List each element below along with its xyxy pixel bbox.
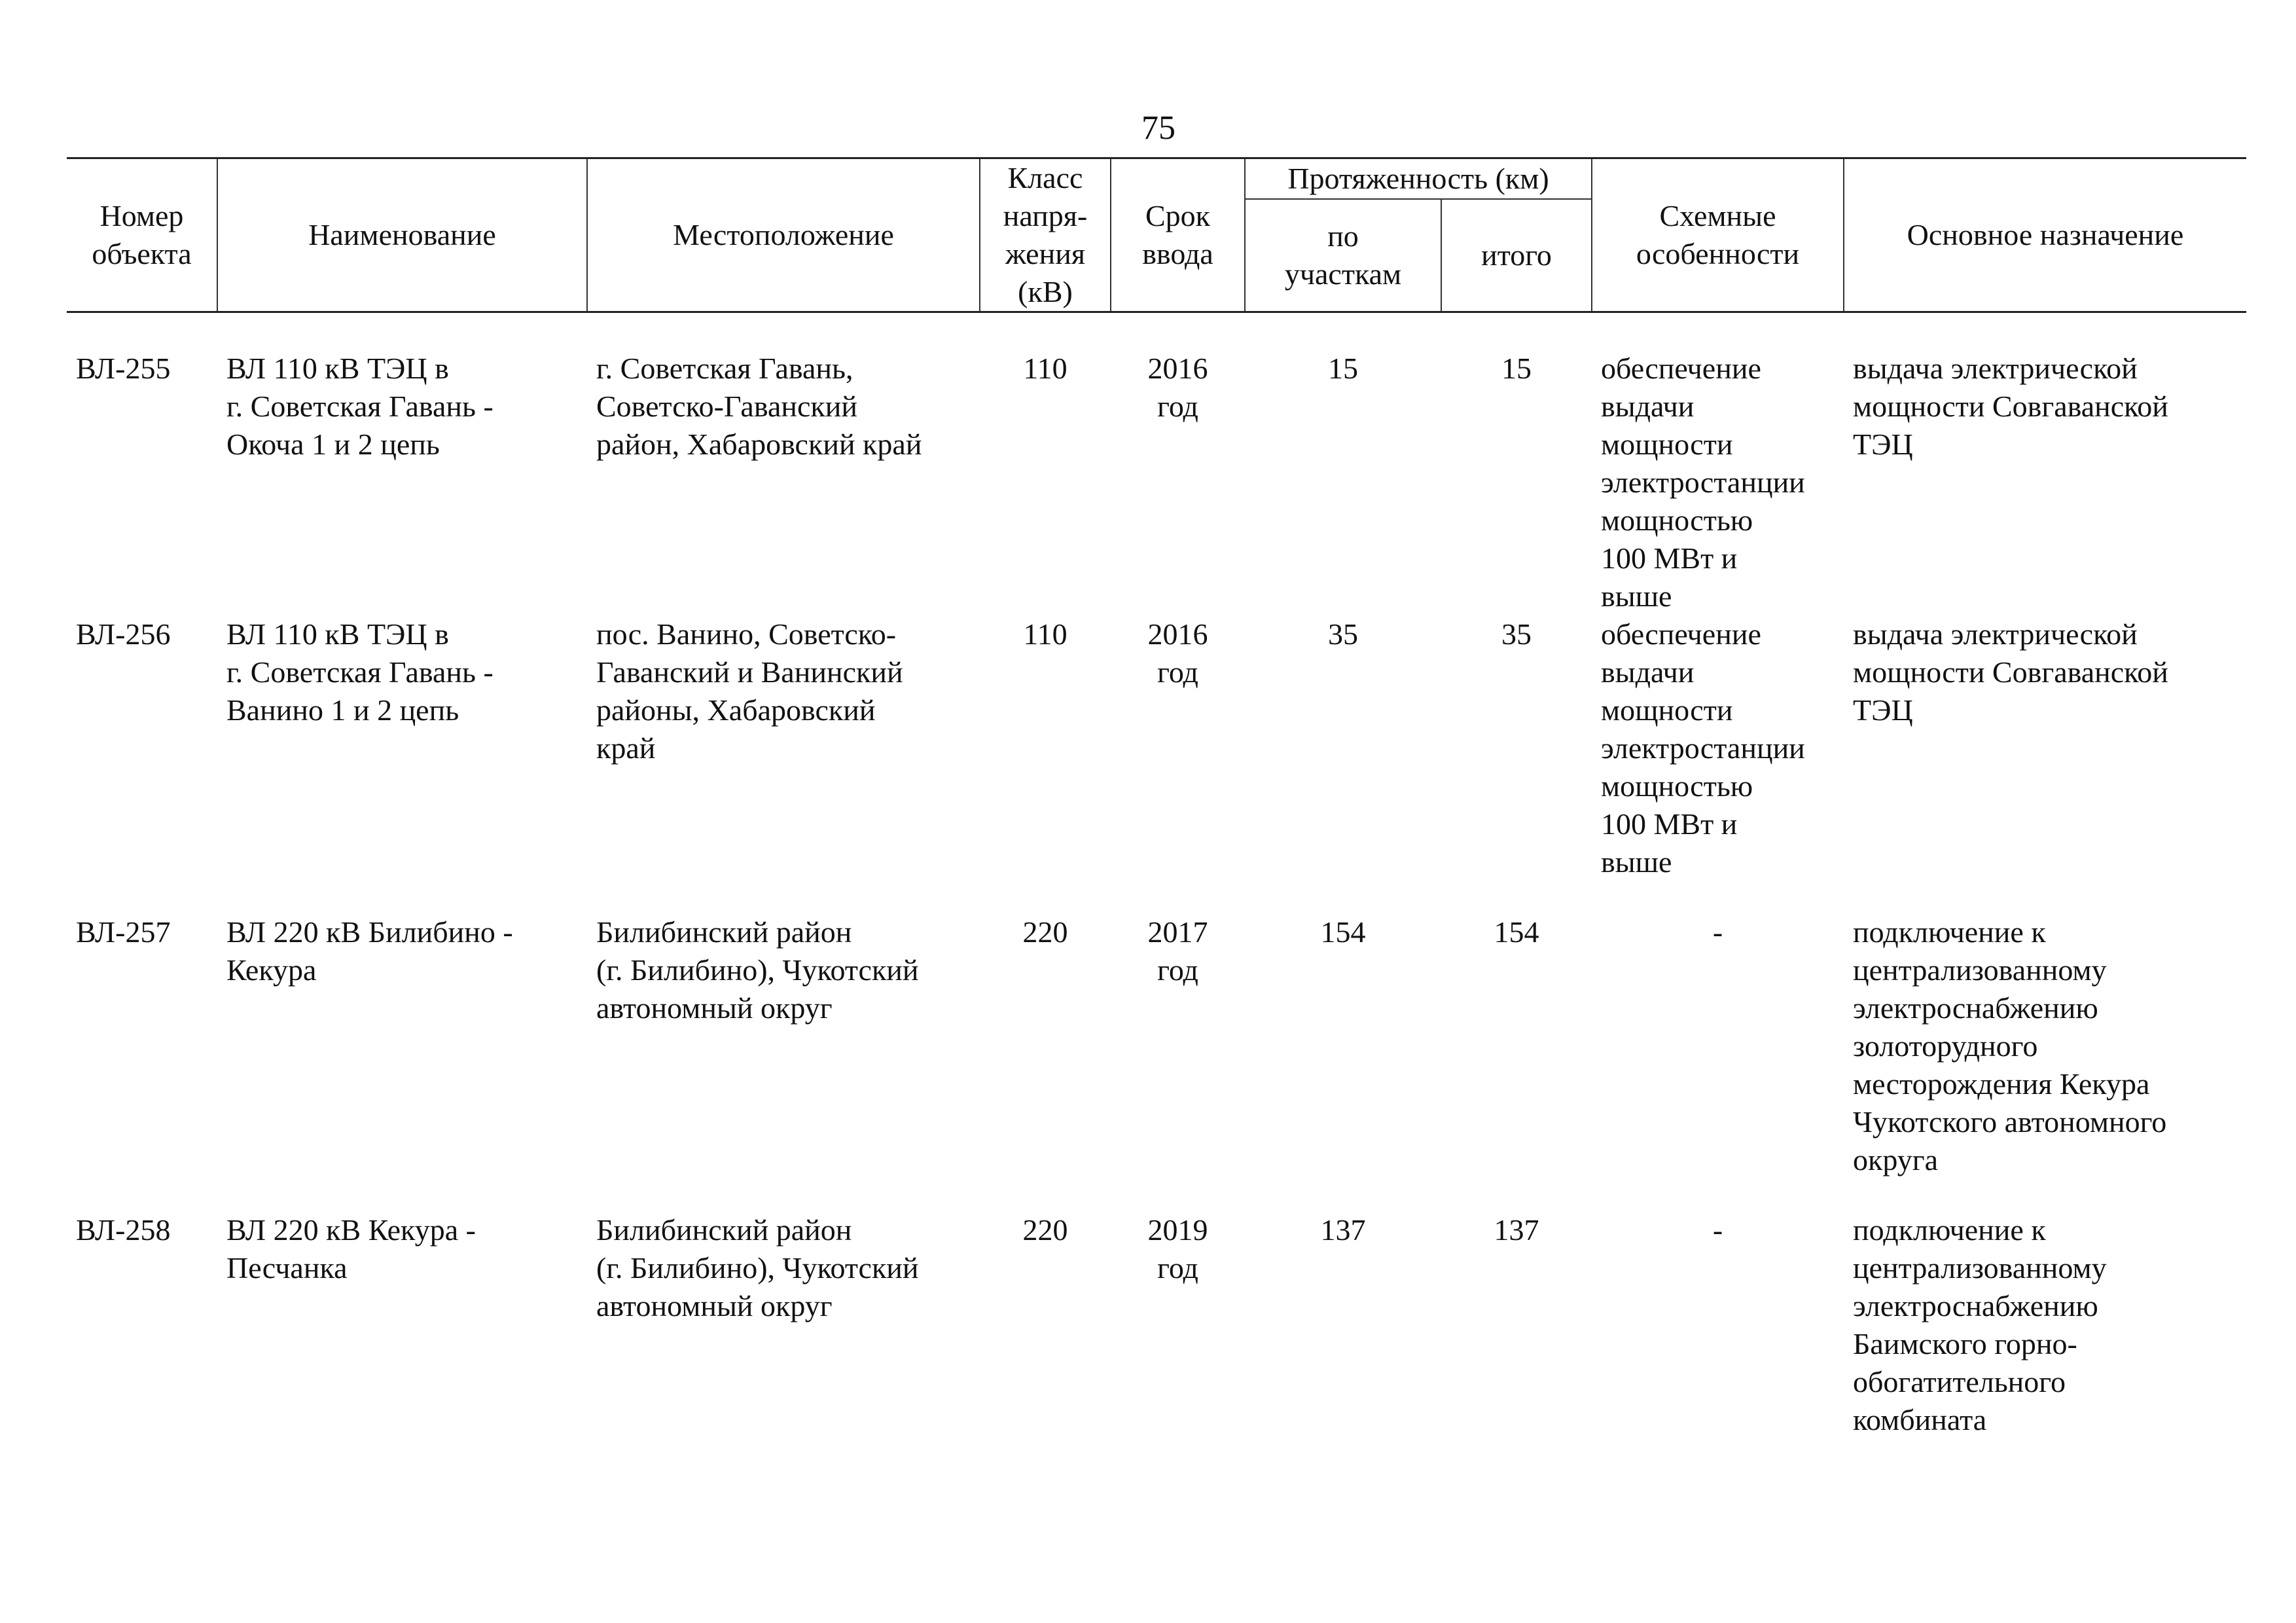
cell-voltage: 110: [1023, 352, 1067, 385]
cell-voltage: 220: [1022, 1213, 1068, 1247]
header-length-total: итого: [1441, 199, 1592, 312]
cell-date: 2016 год: [1147, 617, 1208, 689]
cell-number: ВЛ-258: [76, 1213, 171, 1247]
table-body: [67, 312, 2246, 1510]
cell-length-total: 15: [1501, 352, 1532, 385]
cell-schematic: обеспечение выдачи мощности электростанции мощностью 100 МВт и выше: [1601, 617, 1805, 879]
header-name: Наименование: [217, 158, 587, 312]
header-schematic: Схемные особенности: [1592, 158, 1844, 312]
power-lines-table: [67, 157, 2246, 1509]
cell-length-total: 35: [1501, 617, 1532, 651]
table-row: [67, 312, 2246, 616]
header-number: Номер объекта: [67, 158, 217, 312]
cell-schematic: -: [1712, 1213, 1723, 1247]
cell-number: ВЛ-256: [76, 617, 171, 651]
cell-date: 2019 год: [1147, 1213, 1208, 1285]
cell-location: пос. Ванино, Советско- Гаванский и Ванинский районы, Хабаровский край: [596, 617, 903, 765]
cell-schematic: -: [1712, 915, 1723, 949]
cell-purpose: выдача электрической мощности Совгаванской ТЭЦ: [1853, 617, 2168, 727]
cell-schematic: обеспечение выдачи мощности электростанции мощностью 100 МВт и выше: [1601, 352, 1805, 613]
cell-length-total: 137: [1494, 1213, 1539, 1247]
cell-name: ВЛ 110 кВ ТЭЦ в г. Советская Гавань - Ванино 1 и 2 цепь: [226, 617, 493, 727]
cell-name: ВЛ 220 кВ Билибино - Кекура: [226, 915, 513, 987]
header-length-sections: по участкам: [1245, 199, 1441, 312]
table-header: [67, 158, 2246, 312]
cell-voltage: 110: [1023, 617, 1067, 651]
header-purpose: Основное назначение: [1844, 158, 2246, 312]
cell-length-sections: 154: [1320, 915, 1366, 949]
cell-date: 2017 год: [1147, 915, 1208, 987]
cell-length-total: 154: [1494, 915, 1539, 949]
cell-purpose: подключение к централизованному электроснабжению Баимского горно- обогатительного комбината: [1853, 1213, 2107, 1436]
cell-location: Билибинский район (г. Билибино), Чукотский автономный округ: [596, 915, 919, 1025]
cell-voltage: 220: [1022, 915, 1068, 949]
cell-length-sections: 15: [1328, 352, 1358, 385]
cell-location: Билибинский район (г. Билибино), Чукотский автономный округ: [596, 1213, 919, 1322]
table-row: [67, 615, 2246, 913]
cell-date: 2016 год: [1147, 352, 1208, 423]
cell-length-sections: 137: [1320, 1213, 1366, 1247]
header-voltage: Класс напря- жения (кВ): [980, 158, 1111, 312]
cell-name: ВЛ 110 кВ ТЭЦ в г. Советская Гавань - Окоча 1 и 2 цепь: [226, 352, 493, 461]
page-number: 75: [1141, 109, 1175, 147]
cell-purpose: подключение к централизованному электроснабжению золоторудного месторождения Кекура Чукотского автономного округа: [1853, 915, 2167, 1176]
cell-location: г. Советская Гавань, Советско-Гаванский район, Хабаровский край: [596, 352, 922, 461]
cell-name: ВЛ 220 кВ Кекура - Песчанка: [226, 1213, 476, 1285]
cell-length-sections: 35: [1328, 617, 1358, 651]
cell-number: ВЛ-255: [76, 352, 171, 385]
cell-purpose: выдача электрической мощности Совгаванской ТЭЦ: [1853, 352, 2168, 461]
header-date: Срок ввода: [1111, 158, 1245, 312]
header-length-group: Протяженность (км): [1245, 158, 1592, 200]
table-row: [67, 1211, 2246, 1509]
table-row: [67, 913, 2246, 1211]
cell-number: ВЛ-257: [76, 915, 171, 949]
header-location: Местоположение: [587, 158, 980, 312]
